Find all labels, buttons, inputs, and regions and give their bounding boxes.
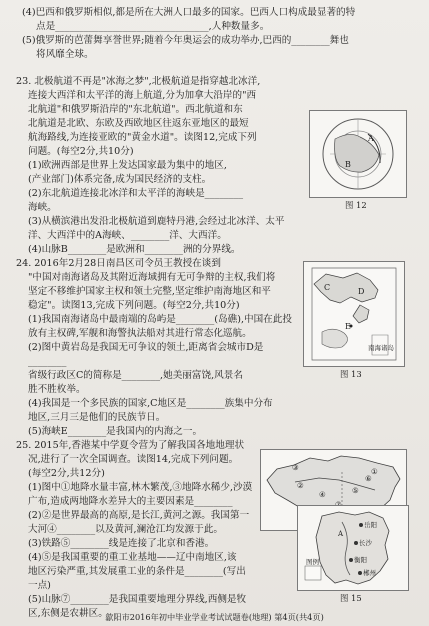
text-line: (5)山脉⑦________是我国重要地理分界线,西侧是牧	[28, 594, 247, 605]
text-line: 省级行政区C的简称是________,她美丽富饶,风景名	[28, 370, 243, 381]
text-line: 25. 2015年,香港某中学夏令营为了解我国各地地理状	[16, 440, 245, 451]
text-line: (1)我国南海诸岛中最南端的岛屿是________(岛礁),中国在此投	[28, 314, 292, 325]
figure-15-map	[297, 505, 409, 591]
figure-15-label-changsha: 长沙	[359, 539, 372, 547]
figure-15-label-hengyang: 衡阳	[354, 556, 367, 564]
text-line: 区,东侧是农耕区。	[28, 608, 108, 619]
text-line: (每空2分,共12分)	[28, 468, 105, 479]
text-line: 连接大西洋和太平洋的海上航道,分为加拿大沿岸的"西	[28, 90, 257, 101]
figure-13-inset-label: 南海诸岛	[368, 344, 394, 352]
text-line: (5)俄罗斯的芭蕾舞享誉世界;随着今年奥运会的成功举办,巴西的________舞也	[22, 35, 349, 46]
page-footer: 歙阳市2016年初中毕业学业考试试题卷(地理) 第4页(共4页)	[105, 612, 324, 622]
text-line: 海峡。	[28, 202, 57, 213]
text-line: 放有主权碑,军舰和海警执法船对其进行常态化巡航。	[28, 328, 252, 339]
text-line: (2)图中黄岩岛是我国无可争议的领土,距离省会城市D是	[28, 342, 264, 353]
text-line: 坚定不移维护国家主权和领土完整,坚定维护南海地区和平	[28, 286, 271, 297]
figure-14-label-2: ②	[297, 481, 304, 490]
text-line: (2)东北航道连接北冰洋和太平洋的海峡是________	[28, 188, 244, 199]
text-line: (1)图中①地降水量丰富,林木繁茂,③地降水稀少,沙漠	[28, 482, 253, 493]
text-line: (产业部门)体系完备,成为国民经济的支柱。	[28, 174, 212, 185]
figure-14-label-6: ⑥	[365, 474, 372, 483]
text-line: 洋、大西洋中的A海峡、________洋、大西洋。	[28, 230, 227, 241]
figure-15-label-yueyang: 岳阳	[364, 521, 377, 529]
figure-14-label-4: ④	[319, 490, 326, 499]
text-line: (1)欧洲西部是世界上发达国家最为集中的地区,	[28, 160, 227, 171]
figure-13-label-e: E	[345, 322, 351, 331]
text-line: 稳定"。读图13,完成下列问题。(每空2分,共10分)	[28, 300, 240, 311]
text-line: (4)巴西和俄罗斯相似,都是所在大洲人口最多的国家。巴西人口构成最显著的特	[22, 7, 356, 18]
text-line: 24. 2016年2月28日南昌区司令员王教授在谈到	[16, 258, 221, 269]
text-line: (3)从横滨港出发沿北极航道到鹿特丹港,会经过北冰洋、太平	[28, 216, 285, 227]
text-line: 将风靡全球。	[36, 49, 94, 60]
text-line: 广布,造成两地降水差异大的主要因素是________	[28, 496, 233, 507]
text-line: 地区,三月三是他们的民族节日。	[28, 412, 166, 423]
text-line: 况,进行了一次全国调查。读图14,完成下列问题。	[28, 454, 239, 465]
text-line: 胜不胜枚举。	[28, 384, 86, 395]
figure-13-label-d: D	[358, 287, 365, 296]
figure-14-label-3: ③	[292, 463, 299, 472]
figure-15-caption: 图 15	[340, 593, 362, 603]
text-line: (5)海峡E________是我国内的内海之一。	[28, 426, 203, 437]
figure-12-label-b: B	[345, 160, 351, 169]
text-line: (4)山脉B________是欧洲和________洲的分界线。	[28, 244, 241, 255]
figure-15-legend: 图例	[306, 558, 319, 566]
text-line: 北航道是北欧、东欧及西欧地区往返东亚地区的最短	[28, 118, 249, 129]
text-line: 地区污染严重,其发展重工业的条件是________(写出	[28, 566, 246, 577]
figure-15-label-chenzhou: 郴州	[363, 569, 376, 577]
text-line: ________	[28, 356, 67, 367]
text-line: 23. 北极航道不再是"冰海之梦",北极航道是指穿越北冰洋,	[16, 76, 261, 87]
text-line: (3)铁路⑤________线是连接了北京和香港。	[28, 538, 215, 549]
text-line: 航海路线,为连接亚欧的"黄金水道"。读图12,完成下列	[28, 132, 257, 143]
text-line: 北航道"和俄罗斯沿岸的"东北航道"。西北航道和东	[28, 104, 243, 115]
text-line: (4)我国是一个多民族的国家,C地区是________族集中分布	[28, 398, 273, 409]
text-line: 点是________________________________,人种数量多。	[36, 21, 270, 32]
south-china-sea-map-icon	[304, 262, 404, 366]
figure-15-label-a: A	[338, 530, 344, 538]
figure-13-map	[303, 261, 405, 367]
figure-12-map	[309, 110, 407, 198]
figure-12-caption: 图 12	[345, 200, 367, 210]
text-line: (4)⑤是我国重要的重工业基地——辽中南地区,该	[28, 552, 237, 563]
text-line: 问题。(每空2分,共10分)	[28, 146, 134, 157]
figure-12-label-a: A	[368, 134, 374, 143]
text-line: (2)②是世界最高的高原,是长江,黄河之源。我国第一	[28, 510, 250, 521]
text-line: 一点)	[28, 580, 51, 591]
figure-14-label-5: ⑤	[352, 486, 359, 495]
text-line: 大河④________以及黄河,澜沧江均发源于此。	[28, 524, 223, 535]
polar-map-icon	[310, 111, 406, 197]
figure-13-caption: 图 13	[340, 369, 362, 379]
figure-14-label-1: ①	[371, 467, 378, 476]
text-line: "中国对南海诸岛及其附近海域拥有无可争辩的主权,我们将	[28, 272, 276, 283]
figure-13-label-c: C	[324, 283, 331, 292]
hunan-map-icon	[298, 506, 408, 590]
